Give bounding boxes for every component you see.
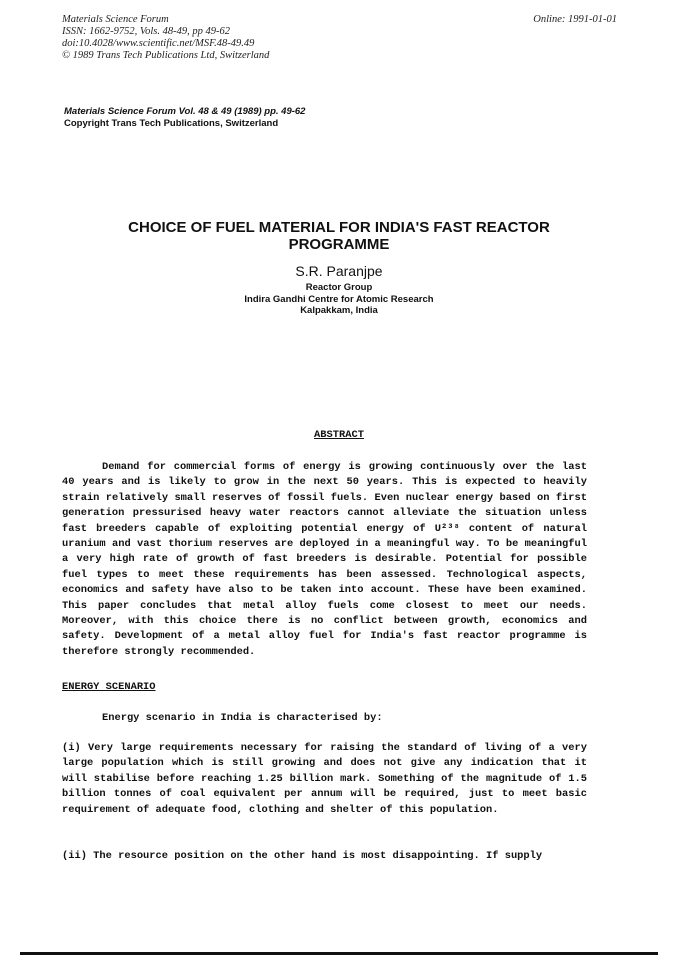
publication-meta bbox=[62, 14, 269, 62]
section-heading: ENERGY SCENARIO bbox=[62, 681, 156, 693]
list-item: (i) Very large requirements necessary for raising the standard of living of a very large population which is still growing and does not give any indication that it will stabilise before reaching 1.25 billion mark. Something of the magnitude of 1.5 billion tonnes of coal equivalent per annum will be required, just to meet basic requirement of adequate food, clothing and shelter of this population. bbox=[62, 742, 587, 816]
bottom-rule bbox=[20, 952, 658, 955]
journal-citation-block bbox=[64, 106, 305, 129]
meta-line: ISSN: 1662-9752, Vols. 48-49, pp 49-62 bbox=[62, 26, 230, 37]
affiliation-line: Kalpakkam, India bbox=[300, 305, 378, 316]
affiliation-line: Indira Gandhi Centre for Atomic Research bbox=[244, 293, 434, 305]
title-block bbox=[0, 219, 678, 317]
abstract-text bbox=[62, 460, 587, 660]
abstract-paragraph: Demand for commercial forms of energy is growing continuously over the last 40 years and is likely to grow in the next 50 years. This is expected to heavily strain relatively small reserves of fossil fuels. Even nuclear energy based on first generation pressurised heavy water reactors cannot alleviate the situation unless fast breeders capable of exploiting potential energy of U²³⁸ content of natural uranium and vast thorium reserves are deployed in a meaningful way. To be meaningful a very high rate of growth of fast breeders is desirable. Potential for possible fuel types to meet these requirements has been assessed. Technological aspects, economics and safety have also to be taken into account. These have been examined. This paper concludes that metal alloy fuels come closest to meet our needs. Moreover, with this choice there is no conflict between growth, economics and safety. Development of a metal alloy fuel for India's fast reactor programme is therefore strongly recommended. bbox=[62, 461, 587, 658]
author-name: S.R. Paranjpe bbox=[295, 263, 383, 279]
list-item: (ii) The resource position on the other hand is most disappointing. If supply bbox=[62, 850, 543, 862]
title-line: PROGRAMME bbox=[288, 236, 390, 253]
meta-line: © 1989 Trans Tech Publications Ltd, Switzerland bbox=[62, 50, 270, 61]
affiliation-line: Reactor Group bbox=[305, 282, 373, 293]
abstract-heading: ABSTRACT bbox=[314, 429, 364, 441]
meta-line: Materials Science Forum bbox=[62, 14, 169, 25]
journal-copyright: Copyright Trans Tech Publications, Switzerland bbox=[64, 117, 279, 129]
section-intro: Energy scenario in India is characterised by: bbox=[102, 712, 383, 724]
title-line: CHOICE OF FUEL MATERIAL FOR INDIA'S FAST REACTOR bbox=[128, 219, 550, 236]
journal-citation: Materials Science Forum Vol. 48 & 49 (1989) pp. 49-62 bbox=[64, 106, 306, 117]
paper-title bbox=[0, 219, 678, 253]
meta-line: doi:10.4028/www.scientific.net/MSF.48-49.49 bbox=[62, 38, 255, 49]
affiliation bbox=[0, 282, 678, 317]
online-date: Online: 1991-01-01 bbox=[533, 14, 617, 25]
